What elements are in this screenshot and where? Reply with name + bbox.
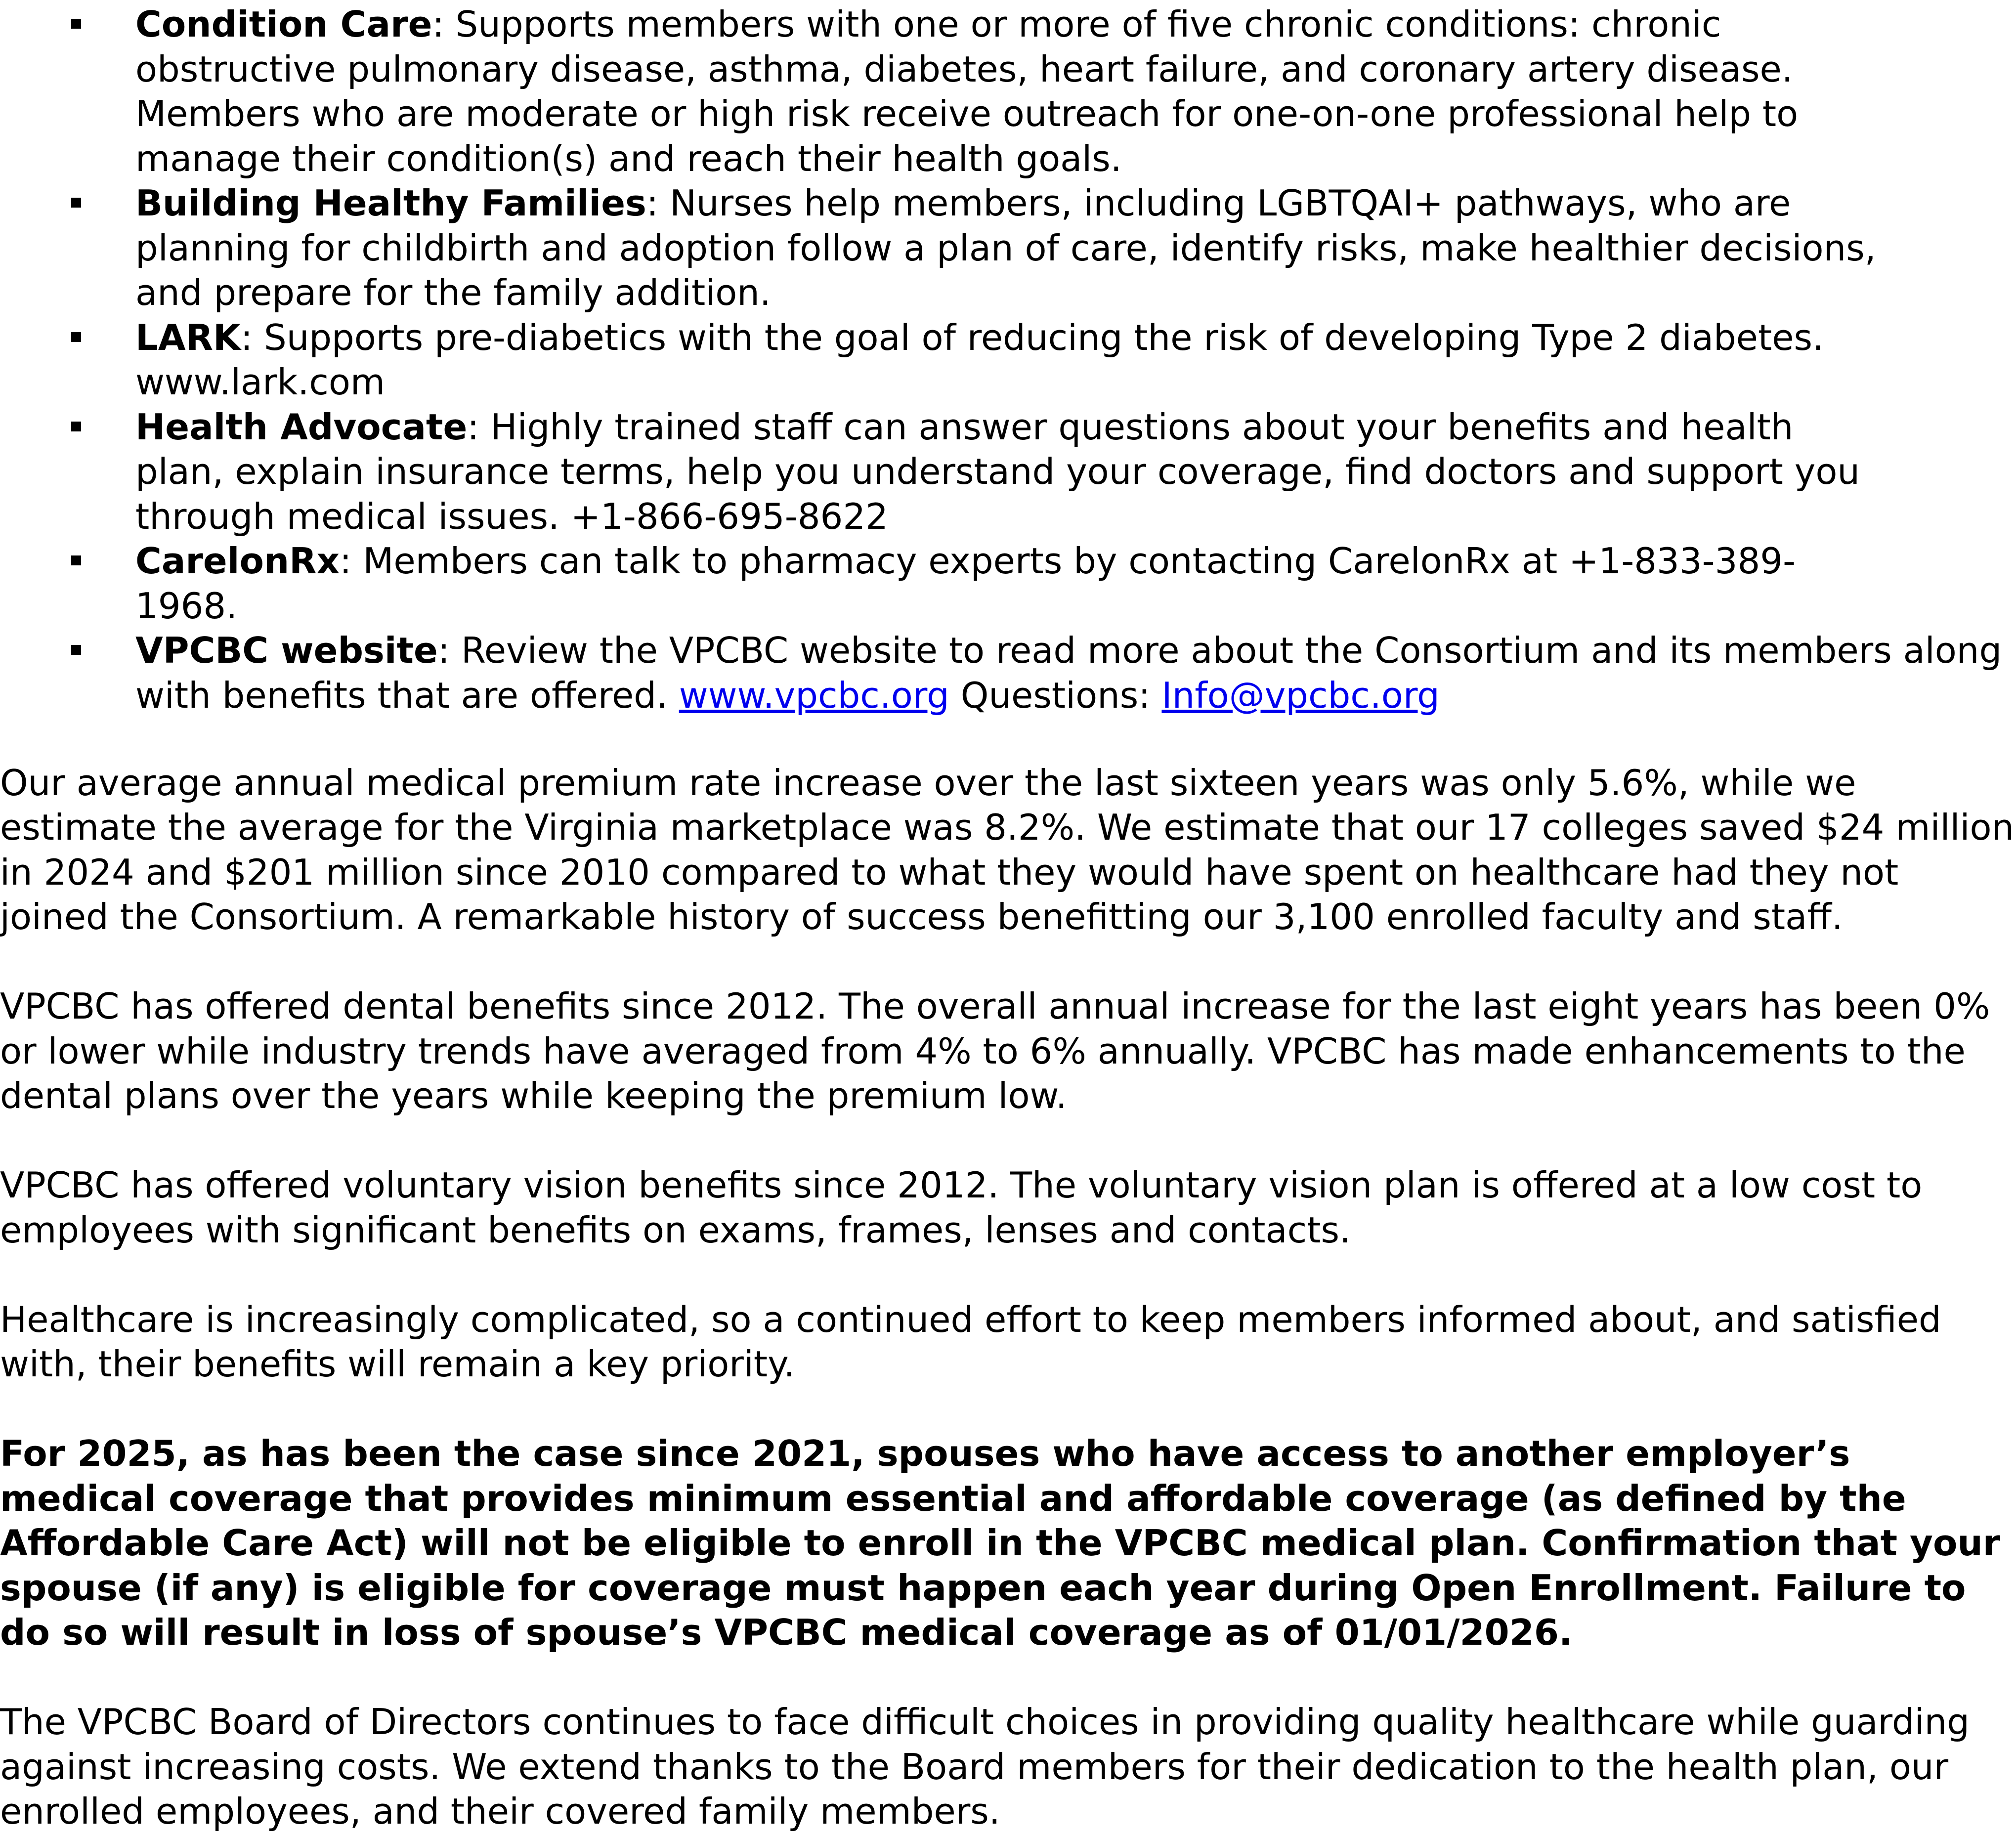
- list-item: [0, 181, 1878, 315]
- list-item-title: Health Advocate: [135, 406, 468, 448]
- list-item-text: : Nurses help members, including LGBTQAI+ pathways, who are planning for childbirth and adoption follow a plan of care, identify risks, make healthier decisions, and prepare for the family addition.: [135, 182, 1876, 313]
- list-item: [0, 539, 1878, 628]
- square-bullet-icon: [71, 555, 81, 565]
- paragraph-spacer: [0, 1118, 2016, 1163]
- list-item-title: Building Healthy Families: [135, 182, 646, 224]
- list-item-title: CarelonRx: [135, 540, 340, 582]
- list-item: [0, 405, 1878, 539]
- list-item-text: : Supports pre-diabetics with the goal of reducing the risk of developing Type 2 diabetes. www.lark.com: [135, 316, 1824, 403]
- list-item-text: : Members can talk to pharmacy experts by contacting CarelonRx at +1-833-389-1968.: [135, 540, 1796, 627]
- list-item-text: : Supports members with one or more of five chronic conditions: chronic obstructive pulmonary disease, asthma, diabetes, heart failure, and coronary artery disease. Members who are moderate or high risk receive outreach for one-on-one professional help to manage their condition(s) and reach their health goals.: [135, 3, 1799, 179]
- square-bullet-icon: [71, 645, 81, 655]
- square-bullet-icon: [71, 198, 81, 208]
- list-item-vpcbc-website: [0, 628, 2016, 718]
- square-bullet-icon: [71, 422, 81, 431]
- healthcare-paragraph: Healthcare is increasingly complicated, so a continued effort to keep members informed about, and satisfied with, their benefits will remain a key priority.: [0, 1298, 1941, 1385]
- square-bullet-icon: [71, 19, 81, 29]
- member-programs-list: [0, 2, 2016, 718]
- premium-paragraph: Our average annual medical premium rate increase over the last sixteen years was only 5.6%, while we estimate the average for the Virginia marketplace was 8.2%. We estimate that our 17 colleges saved $24 million in 2024 and $201 million since 2010 compared to what they would have spent on healthcare had they not joined the Consortium. A remarkable history of success benefitting our 3,100 enrolled faculty and staff.: [0, 762, 2015, 938]
- vision-paragraph: VPCBC has offered voluntary vision benefits since 2012. The voluntary vision plan is offered at a low cost to employees with significant benefits on exams, frames, lenses and contacts.: [0, 1164, 1923, 1251]
- dental-paragraph: VPCBC has offered dental benefits since 2012. The overall annual increase for the last eight years has been 0% or lower while industry trends have averaged from 4% to 6% annually. VPCBC has made enhancements to the dental plans over the years while keeping the premium low.: [0, 985, 1990, 1116]
- square-bullet-icon: [71, 332, 81, 342]
- vpcbc-website-link[interactable]: www.vpcbc.org: [679, 674, 949, 716]
- list-item-title: VPCBC website: [135, 630, 438, 671]
- list-item: [0, 315, 1858, 405]
- list-item-text: : Highly trained staff can answer questions about your benefits and health plan, explain insurance terms, help you understand your coverage, find doctors and support you through medical issues. +1-866-695-8622: [135, 406, 1860, 537]
- paragraph-spacer: [0, 1655, 2016, 1700]
- list-item-text: : Review the VPCBC website to read more about the Consortium and its members along with benefits that are offered.: [135, 630, 2002, 716]
- list-item-title: LARK: [135, 316, 241, 358]
- paragraph-spacer: [0, 939, 2016, 984]
- paragraph-spacer: [0, 1252, 2016, 1297]
- spouse-eligibility-notice: For 2025, as has been the case since 2021, spouses who have access to another employer’s medical coverage that provides minimum essential and affordable coverage (as defined by the Affordable Care Act) will not be eligible to enroll in the VPCBC medical plan. Confirmation that your spouse (if any) is eligible for coverage must happen each year during Open Enrollment. Failure to do so will result in loss of spouse’s VPCBC medical coverage as of 01/01/2026.: [0, 1433, 2001, 1653]
- questions-label: Questions:: [949, 674, 1162, 716]
- info-email-link[interactable]: Info@vpcbc.org: [1161, 674, 1440, 716]
- board-paragraph: The VPCBC Board of Directors continues to face difficult choices in providing quality healthcare while guarding against increasing costs. We extend thanks to the Board members for their dedication to the health plan, our enrolled employees, and their covered family members.: [0, 1701, 1970, 1832]
- paragraph-spacer: [0, 1387, 2016, 1432]
- list-item-title: Condition Care: [135, 3, 432, 45]
- list-item: [0, 2, 1878, 181]
- paragraph-spacer: [0, 716, 2016, 761]
